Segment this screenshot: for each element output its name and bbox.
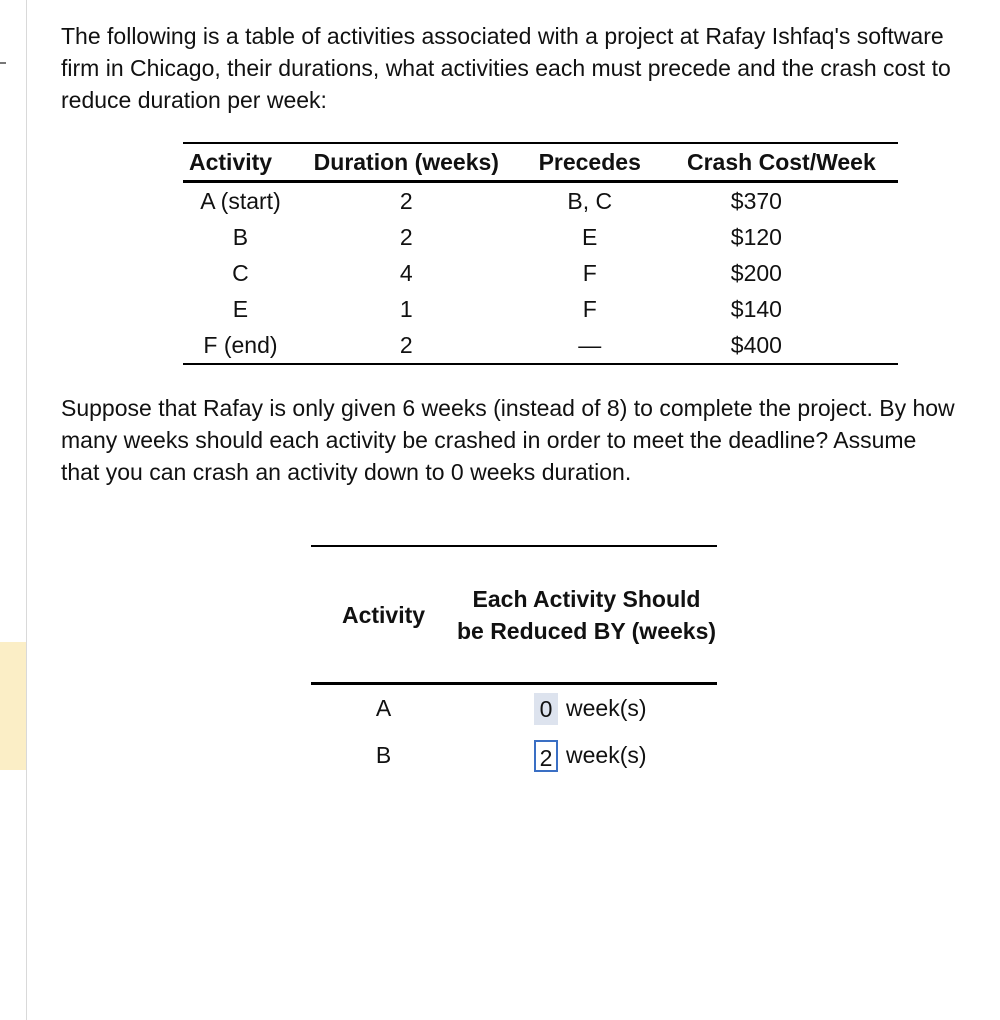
cell-duration: 2 (399, 331, 413, 358)
cell-activity: A (start) (200, 187, 281, 214)
answer-header-activity: Activity (341, 601, 426, 628)
table-row (183, 182, 898, 220)
table-row (183, 219, 898, 255)
left-tick-mark (0, 62, 6, 64)
answer-row (311, 684, 717, 733)
table-row (183, 327, 898, 364)
answer-activity: B (375, 742, 392, 768)
cell-activity: C (232, 259, 249, 286)
question-paragraph: Suppose that Rafay is only given 6 weeks (instead of 8) to complete the project. By how many weeks should each activity be crashed in order to meet the deadline? Assume that you can crash an activity down to 0 weeks duration. (61, 395, 955, 485)
answer-table (311, 545, 717, 779)
answer-header-reduced: Each Activity Should be Reduced BY (weeks) (456, 585, 717, 644)
cell-duration: 1 (399, 295, 413, 322)
header-activity: Activity (189, 148, 273, 175)
table-row (183, 291, 898, 327)
answer-activity: A (375, 695, 392, 721)
activity-table (183, 142, 898, 365)
cell-precedes: F (582, 295, 597, 322)
cell-activity: F (end) (203, 331, 278, 358)
left-border (26, 0, 27, 1020)
cell-precedes: — (578, 331, 602, 358)
cell-precedes: B, C (567, 187, 613, 214)
answer-table-header (311, 546, 717, 684)
cell-crash-cost: $120 (730, 223, 782, 250)
table-row (183, 255, 898, 291)
answer-input-a[interactable]: 0 (534, 693, 558, 725)
answer-input-b[interactable]: 2 (534, 740, 558, 772)
cell-crash-cost: $400 (730, 331, 782, 358)
header-crash-cost: Crash Cost/Week (687, 148, 876, 175)
answer-unit: week(s) (566, 742, 647, 768)
cell-duration: 4 (399, 259, 413, 286)
intro-paragraph: The following is a table of activities associated with a project at Rafay Ishfaq's software firm in Chicago, their durations, what activities each must precede and the crash cost to reduce duration per week: (61, 23, 951, 113)
cell-crash-cost: $370 (730, 187, 782, 214)
answer-unit: week(s) (566, 695, 647, 721)
left-highlight-band (0, 642, 26, 770)
cell-activity: E (232, 295, 249, 322)
cell-crash-cost: $200 (730, 259, 782, 286)
cell-precedes: E (582, 223, 598, 250)
answer-cell (456, 732, 717, 779)
cell-duration: 2 (399, 223, 413, 250)
cell-crash-cost: $140 (730, 295, 782, 322)
answer-cell (456, 684, 717, 733)
answer-row (311, 732, 717, 779)
activity-table-header (183, 143, 898, 182)
cell-duration: 2 (399, 187, 413, 214)
header-duration: Duration (weeks) (313, 148, 499, 175)
cell-precedes: F (582, 259, 597, 286)
header-precedes: Precedes (538, 148, 641, 175)
cell-activity: B (232, 223, 249, 250)
